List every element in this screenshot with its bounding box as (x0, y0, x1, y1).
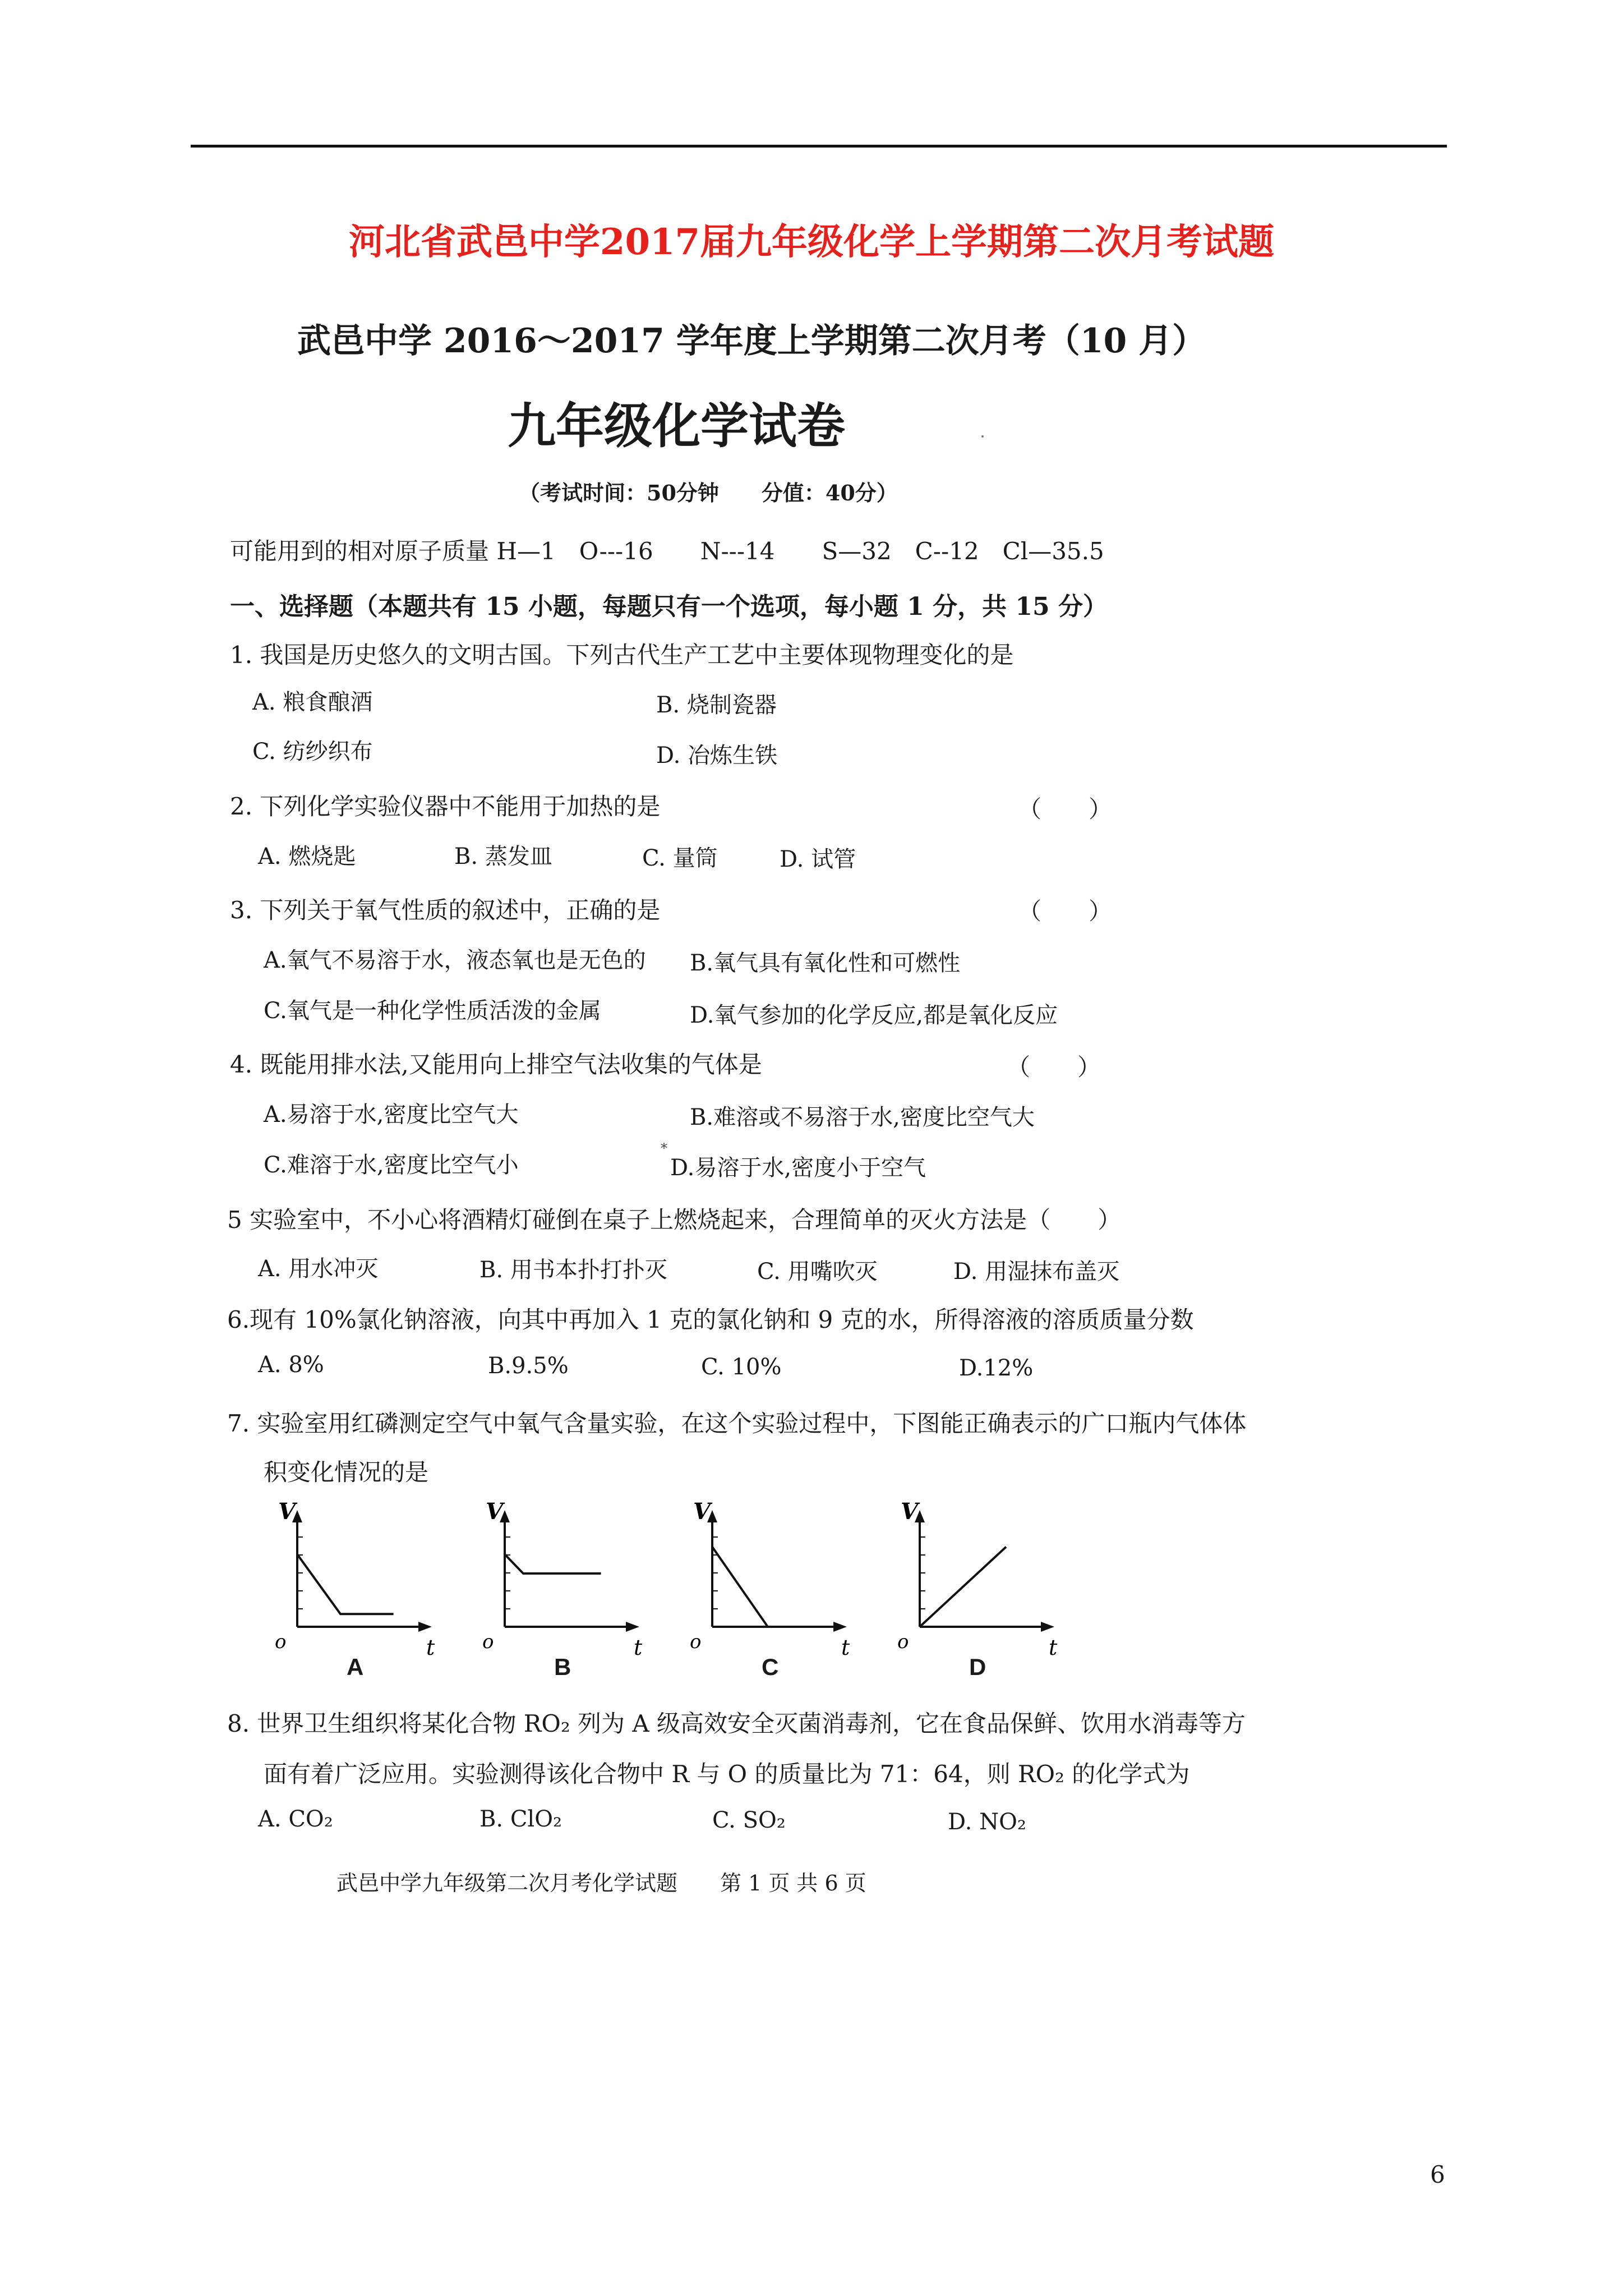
document-title: 河北省武邑中学2017届九年级化学上学期第二次月考试题 (348, 221, 1275, 263)
q2-option-d: D. 试管 (780, 846, 856, 872)
question-8-stem-line2: 面有着广泛应用。实验测得该化合物中 R 与 O 的质量比为 71：64，则 RO₂ 的化学式为 (264, 1760, 1190, 1788)
question-8-stem-line1: 8. 世界卫生组织将某化合物 RO₂ 列为 A 级高效安全灭菌消毒剂，它在食品保鲜、饮用水消毒等方 (227, 1710, 1246, 1737)
volume-curve (712, 1547, 768, 1627)
q1-option-b: B. 烧制瓷器 (656, 692, 777, 718)
top-rule (191, 145, 1447, 148)
q1-option-d: D. 冶炼生铁 (656, 743, 778, 769)
y-axis-label: V (278, 1498, 296, 1525)
x-axis-label: t (1049, 1635, 1058, 1660)
section-heading: 一、选择题（本题共有 15 小题，每题只有一个选项，每小题 1 分，共 15 分） (230, 592, 1108, 621)
q6-option-b: B.9.5% (488, 1353, 569, 1379)
q5-option-b: B. 用书本扑打扑灭 (479, 1257, 667, 1283)
q3-option-d: D.氧气参加的化学反应,都是氧化反应 (690, 1002, 1058, 1028)
page-footer: 武邑中学九年级第二次月考化学试题 第 1 页 共 6 页 (336, 1871, 866, 1895)
question-7-stem-line1: 7. 实验室用红磷测定空气中氧气含量实验，在这个实验过程中，下图能正确表示的广口瓶内气体体 (227, 1410, 1247, 1437)
q5-option-a: A. 用水冲灭 (258, 1256, 379, 1282)
q8-option-b: B. ClO₂ (479, 1806, 562, 1832)
q6-option-c: C. 10% (701, 1354, 782, 1380)
q4-option-d: D.易溶于水,密度小于空气 (670, 1155, 926, 1181)
question-3-stem: 3. 下列关于氧气性质的叙述中，正确的是 (230, 896, 661, 924)
question-1-stem: 1. 我国是历史悠久的文明古国。下列古代生产工艺中主要体现物理变化的是 (230, 641, 1014, 669)
atomic-masses: 可能用到的相对原子质量 H—1 O---16 N---14 S—32 C--12 Cl—35.5 (230, 537, 1104, 565)
x-axis-arrow (833, 1622, 847, 1632)
x-axis-arrow (626, 1622, 639, 1632)
paper-title: 九年级化学试卷 (508, 398, 845, 454)
q3-option-a: A.氧气不易溶于水，液态氧也是无色的 (264, 947, 646, 973)
q7-graph-a (264, 1492, 443, 1660)
q2-option-a: A. 燃烧匙 (258, 844, 356, 869)
q7-graph-d (886, 1492, 1066, 1660)
q4-option-b: B.难溶或不易溶于水,密度比空气大 (690, 1105, 1035, 1130)
q8-option-c: C. SO₂ (712, 1807, 786, 1833)
q7-graph-c (679, 1492, 858, 1660)
origin-label: o (897, 1631, 909, 1653)
q3-answer-bracket: （ ） (1018, 898, 1113, 925)
question-7-stem-line2: 积变化情况的是 (264, 1458, 429, 1486)
x-axis-label: t (841, 1635, 850, 1660)
volume-curve (505, 1554, 601, 1573)
origin-label: o (275, 1631, 287, 1653)
origin-label: o (482, 1631, 494, 1653)
volume-curve (297, 1554, 394, 1614)
page-number: 6 (1430, 2161, 1445, 2188)
scan-speck: * (661, 1140, 667, 1156)
x-axis-arrow (418, 1622, 432, 1632)
q4-answer-bracket: （ ） (1007, 1053, 1101, 1081)
q5-option-d: D. 用湿抹布盖灭 (953, 1259, 1120, 1285)
q4-option-c: C.难溶于水,密度比空气小 (264, 1152, 519, 1178)
question-5-stem: 5 实验室中，不小心将酒精灯碰倒在桌子上燃烧起来，合理简单的灭火方法是（ ） (227, 1206, 1122, 1234)
origin-label: o (690, 1631, 702, 1653)
q6-option-d: D.12% (959, 1355, 1034, 1381)
y-axis-label: V (693, 1498, 711, 1525)
x-axis-arrow (1041, 1622, 1054, 1632)
q3-option-b: B.氧气具有氧化性和可燃性 (690, 950, 961, 976)
q7-graph-label: C (762, 1654, 779, 1680)
q4-option-a: A.易溶于水,密度比空气大 (264, 1102, 519, 1128)
q8-option-a: A. CO₂ (258, 1806, 333, 1832)
y-axis-label: V (486, 1498, 504, 1525)
exam-subtitle: 武邑中学 2016～2017 学年度上学期第二次月考（10 月） (297, 321, 1206, 361)
scan-speck (981, 435, 984, 438)
q7-graph-label: D (969, 1654, 986, 1680)
volume-curve (920, 1547, 1006, 1627)
q1-option-a: A. 粮食酿酒 (252, 689, 373, 715)
q7-graph-label: A (347, 1654, 364, 1680)
question-6-stem: 6.现有 10%氯化钠溶液，向其中再加入 1 克的氯化钠和 9 克的水，所得溶液的溶质质量分数 (227, 1306, 1194, 1333)
q2-option-c: C. 量筒 (642, 845, 718, 871)
q5-option-c: C. 用嘴吹灭 (757, 1259, 878, 1285)
y-axis-label: V (901, 1498, 919, 1525)
q1-option-c: C. 纺纱织布 (252, 739, 373, 765)
question-4-stem: 4. 既能用排水法,又能用向上排空气法收集的气体是 (230, 1051, 762, 1078)
q6-option-a: A. 8% (258, 1352, 324, 1378)
x-axis-label: t (426, 1635, 435, 1660)
q3-option-c: C.氧气是一种化学性质活泼的金属 (264, 998, 601, 1024)
q8-option-d: D. NO₂ (948, 1809, 1026, 1835)
q2-option-b: B. 蒸发皿 (454, 844, 552, 869)
q7-graph-b (471, 1492, 651, 1660)
exam-time-and-score: （考试时间：50分钟 分值：40分） (519, 480, 898, 505)
question-2-stem: 2. 下列化学实验仪器中不能用于加热的是 (230, 793, 661, 820)
x-axis-label: t (634, 1635, 643, 1660)
q2-answer-bracket: （ ） (1018, 795, 1113, 823)
q7-graph-label: B (554, 1654, 571, 1680)
